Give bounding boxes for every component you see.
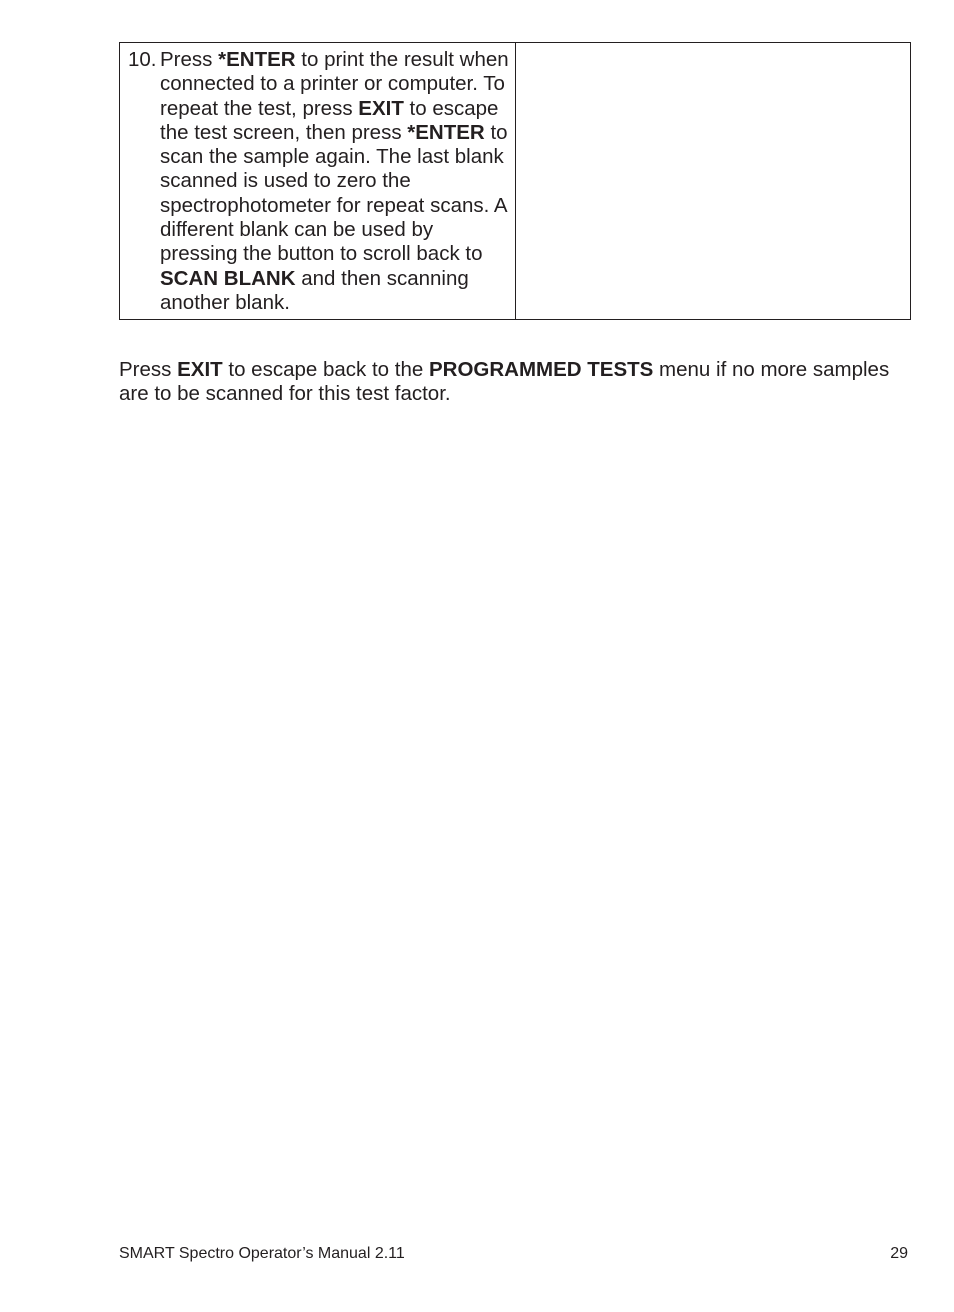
step-text-part: and then scanning another blank. [160, 266, 469, 314]
image-cell [516, 43, 911, 320]
step-text-part: to escape the test screen, then press [160, 96, 499, 144]
step-text-part: to scan the sample again. The last blank scanned is used to zero the spectrophotometer for repeat scans. A different blank can be used by pressing the button to scroll back to [160, 120, 508, 266]
key-exit: EXIT [358, 96, 404, 120]
paragraph-text-part: Press [119, 358, 178, 381]
step-10 [120, 43, 515, 319]
paragraph-text-part: menu if no more samples are to be scanned for this test factor. [119, 358, 890, 406]
key-exit: EXIT [177, 358, 223, 381]
key-enter: *ENTER [407, 120, 485, 144]
exit-paragraph [119, 358, 919, 407]
step-number: 10. [128, 48, 157, 71]
table-row [120, 43, 911, 320]
step-text [160, 48, 509, 315]
step-text-part: Press [160, 48, 219, 71]
menu-programmed-tests: PROGRAMMED TESTS [428, 358, 654, 381]
instruction-cell [120, 43, 516, 320]
instruction-table [119, 42, 911, 320]
key-scan-blank: SCAN BLANK [160, 266, 296, 290]
step-text-part: to print the result when connected to a printer or computer. To repeat the test, press [160, 48, 509, 120]
paragraph-text-part: to escape back to the [222, 358, 429, 381]
footer-manual-title: SMART Spectro Operator’s Manual 2.11 [119, 1245, 405, 1262]
footer-page-number: 29 [890, 1245, 908, 1262]
key-enter: *ENTER [218, 48, 296, 71]
